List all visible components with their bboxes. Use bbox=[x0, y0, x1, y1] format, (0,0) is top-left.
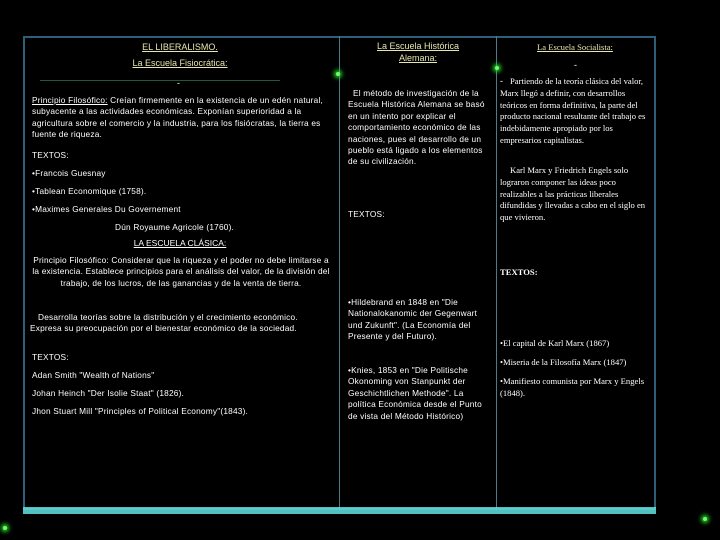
escuela-clasica-title: LA ESCUELA CLÁSICA: bbox=[133, 238, 227, 248]
historica-texts-label: TEXTOS: bbox=[348, 209, 385, 219]
clasica-text-item: Johan Heinch "Der Isolie Staat" (1826). bbox=[32, 388, 185, 398]
liberalismo-title: EL LIBERALISMO. bbox=[142, 42, 218, 52]
divider-line bbox=[40, 80, 280, 81]
dash-mark: - bbox=[500, 76, 503, 86]
escuela-socialista-title: La Escuela Socialista: bbox=[537, 42, 613, 52]
principle-label: Principio Filosófico: bbox=[32, 95, 108, 105]
texts-item: •Francois Guesnay bbox=[32, 168, 106, 178]
historica-item: •Hildebrand en 1848 en "Die Nationalokanomic der Gegenwart und Zukunft". (La Economía del Presente y del Futuro). bbox=[348, 297, 478, 342]
clasica-development: Desarrolla teorías sobre la distribución y el crecimiento económico. Expresa su preocupación por el bienestar económico de la sociedad. bbox=[30, 312, 298, 334]
fisiocratica-principle bbox=[32, 95, 332, 141]
socialista-intro: Partiendo de la teoría clásica del valor, Marx llegó a definir, con desarrollos teóricos en forma definitiva, la parte del producto nacional resultante del trabajo es indebidamente apropiado por los empresarios capitalistas. bbox=[500, 76, 646, 145]
clasica-texts-label: TEXTOS: bbox=[32, 352, 69, 362]
texts-item: •Maximes Generales Du Governement bbox=[32, 204, 181, 214]
texts-item-cont: Dún Royaume Agricole (1760). bbox=[115, 222, 235, 232]
clasica-principle: Principio Filosófico: Considerar que la riqueza y el poder no debe limitarse a la existencia. Establece principios para el análisis del valor, de la división del trabajo, de los lucros, de las ganancias y de la venta de tierra. bbox=[32, 255, 330, 288]
clasica-text-item: Adan Smith "Wealth of Nations" bbox=[32, 370, 155, 380]
fisiocratica-texts-label: TEXTOS: bbox=[32, 150, 69, 160]
fisiocratica-title: La Escuela Fisiocrática: bbox=[132, 58, 228, 68]
glow-dot bbox=[495, 66, 499, 70]
clasica-text-item: Jhon Stuart Mill "Principles of Political Economy"(1843). bbox=[32, 406, 249, 416]
escuela-historica-title: La Escuela Histórica Alemana: bbox=[376, 41, 460, 63]
principle-text: Creían firmemente en la existencia de un edén natural, subyacente a las actividades económicas. Exponían superioridad a la agricultura sobre el comercio y la industria, para los fisiócratas, la tierra es fuente de riqueza. bbox=[32, 95, 323, 140]
socialista-item: •Miseria de la Filosofía Marx (1847) bbox=[500, 357, 627, 367]
socialista-intro-2: Karl Marx y Friedrich Engels solo lograron componer las ideas poco realizables a las prácticas liberales difundidas y llevadas a cabo en el siglo en que vivieron. bbox=[500, 165, 646, 223]
bottom-bar bbox=[23, 507, 656, 514]
glow-dot bbox=[336, 72, 340, 76]
texts-item: •Tablean Economique (1758). bbox=[32, 186, 147, 196]
socialista-item: •Manifiesto comunista por Marx y Engels (1848). bbox=[500, 376, 645, 398]
socialista-texts-label: TEXTOS: bbox=[500, 267, 538, 277]
dash-mark: - bbox=[177, 78, 180, 88]
historica-item: •Knies, 1853 en "Die Politische Okonoming von Stanpunkt der Geschichtlichen Methode". La política Económica desde el Punto de vista del Método Histórico) bbox=[348, 365, 482, 421]
socialista-item: •El capital de Karl Marx (1867) bbox=[500, 338, 610, 348]
glow-dot bbox=[703, 517, 707, 521]
dash-mark: - bbox=[574, 60, 577, 70]
glow-dot bbox=[3, 526, 7, 530]
historica-intro: El método de investigación de la Escuela Histórica Alemana se basó en un intento por explicar el comportamiento económico de las naciones, pues el desarrollo de un pueblo está ligado a los elementos de su civilización. bbox=[348, 88, 485, 167]
